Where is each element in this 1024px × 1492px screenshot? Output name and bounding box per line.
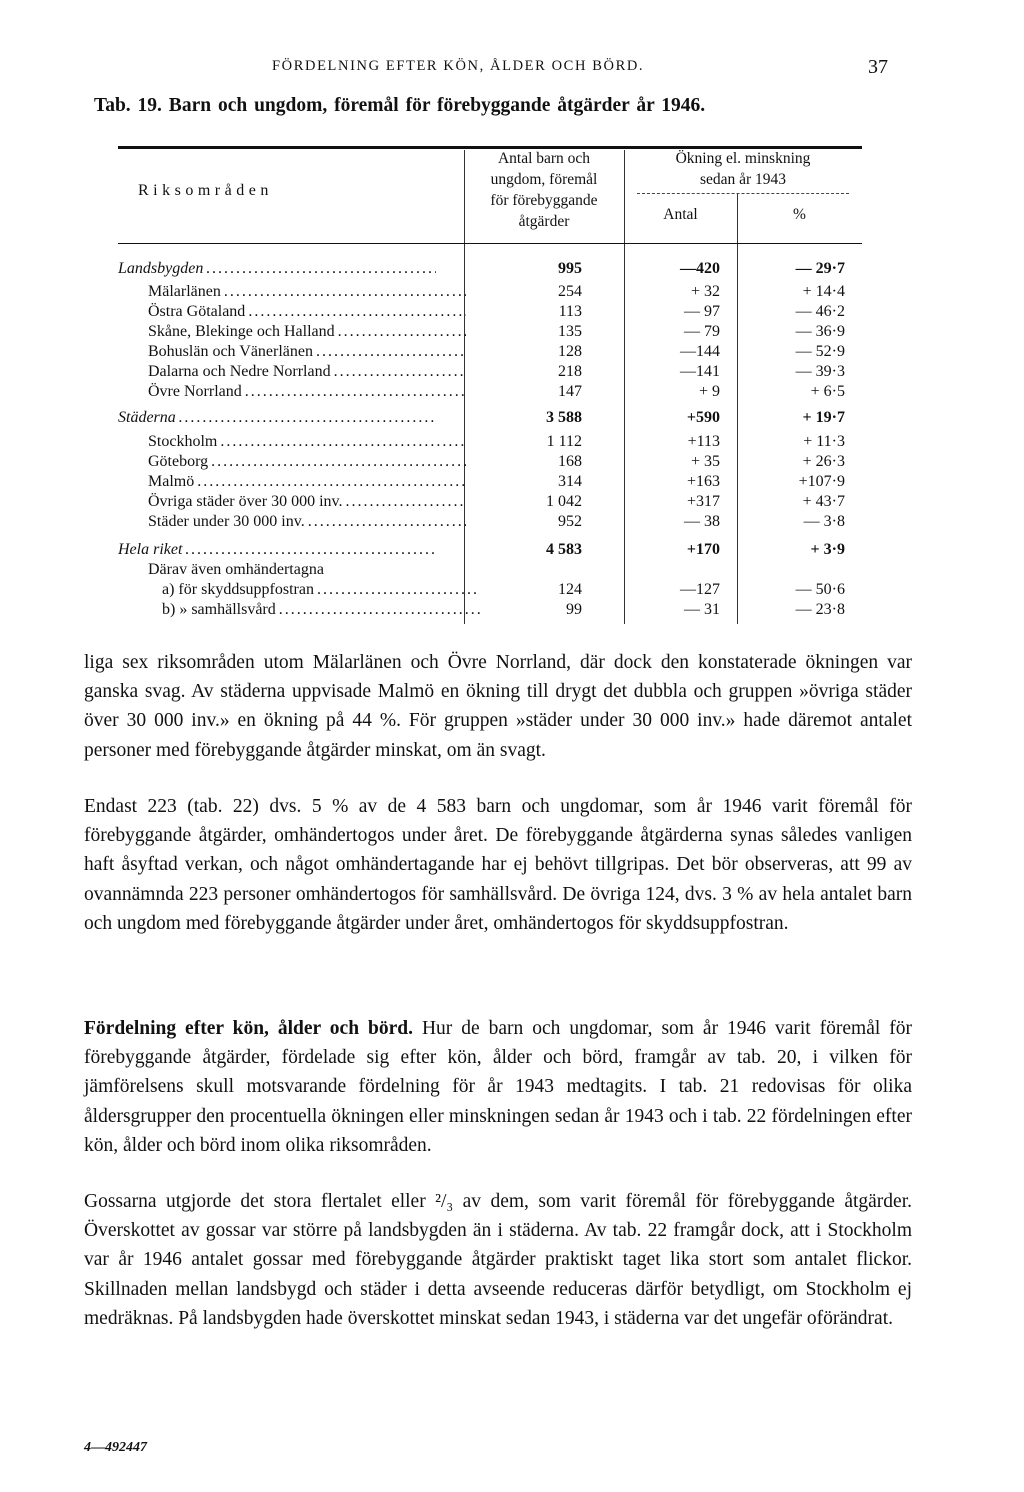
- table-title: Tab. 19. Barn och ungdom, föremål för förebyggande åtgärder år 1946.: [94, 95, 706, 116]
- header-change: Ökning el. minskning sedan år 1943: [675, 150, 811, 188]
- table-row: [118, 452, 862, 472]
- change-cell: — 38: [684, 513, 720, 530]
- paragraph-4: [84, 1187, 912, 1333]
- change-cell: —127: [680, 581, 720, 598]
- percent-cell: — 39·3: [795, 363, 845, 380]
- paragraph-3: [84, 1014, 912, 1160]
- percent-cell: — 46·2: [795, 303, 845, 320]
- percent-cell: + 6·5: [810, 383, 845, 400]
- percent-cell: — 52·9: [795, 343, 845, 360]
- change-cell: +170: [686, 541, 720, 558]
- change-cell: + 32: [690, 283, 720, 300]
- header-rule: [118, 243, 862, 244]
- paragraph-1-text: liga sex riksområden utom Mälarlänen och Övre Norrland, där dock den konstaterade ökningen var ganska svag. Av städerna uppvisade Malmö en ökning till drygt det dubbla och gruppen »övriga städer över 30 000 inv.» en ökning på 44 %. För gruppen »städer under 30 000 inv.» hade däremot antalet personer med förebyggande åtgärder minskat, om än svagt.: [84, 652, 912, 761]
- count-cell: 1 042: [546, 493, 582, 510]
- count-cell: 218: [558, 363, 582, 380]
- row-label: Göteborg . . .: [148, 452, 466, 472]
- change-cell: —141: [680, 363, 720, 380]
- count-cell: 135: [558, 323, 582, 340]
- percent-cell: — 29·7: [795, 260, 845, 277]
- row-label: a) för skyddsuppfostran . . .: [162, 580, 480, 600]
- row-label: Övre Norrland . . .: [148, 382, 466, 402]
- header-percent: %: [793, 206, 806, 223]
- paragraph-3-text: [84, 1014, 912, 1160]
- table-row: [118, 362, 862, 382]
- row-label: Bohuslän och Vänerlänen . . .: [148, 342, 466, 362]
- table-row: [118, 259, 862, 279]
- change-cell: — 31: [684, 601, 720, 618]
- percent-cell: — 50·6: [795, 581, 845, 598]
- count-cell: 4 583: [546, 541, 582, 558]
- section-heading: Fördelning efter kön, ålder och börd.: [84, 1018, 413, 1039]
- change-cell: +317: [686, 493, 720, 510]
- change-cell: + 35: [690, 453, 720, 470]
- header-count: Antal barn och ungdom, föremål för förebyggande åtgärder: [490, 150, 598, 230]
- paragraph-1: [84, 648, 912, 765]
- percent-cell: — 3·8: [803, 513, 845, 530]
- row-label: Östra Götaland . . .: [148, 302, 466, 322]
- change-cell: + 9: [698, 383, 720, 400]
- change-cell: +163: [686, 473, 720, 490]
- table-row: [118, 580, 862, 600]
- table-row: [118, 302, 862, 322]
- row-label: Landsbygden . . .: [118, 259, 436, 279]
- percent-cell: — 36·9: [795, 323, 845, 340]
- count-cell: 314: [558, 473, 582, 490]
- percent-cell: + 19·7: [802, 409, 845, 426]
- change-cell: +590: [686, 409, 720, 426]
- count-cell: 995: [558, 260, 582, 277]
- row-label: Stockholm . . .: [148, 432, 466, 452]
- percent-cell: + 11·3: [803, 433, 845, 450]
- row-label: Städerna . . .: [118, 408, 436, 428]
- row-label: Städer under 30 000 inv. . . .: [148, 512, 466, 532]
- count-cell: 113: [558, 303, 582, 320]
- header-subrule: [637, 193, 849, 194]
- percent-cell: — 23·8: [795, 601, 845, 618]
- count-cell: 1 112: [546, 433, 582, 450]
- table-row: [118, 432, 862, 452]
- table-row: [118, 408, 862, 428]
- table-row: [118, 282, 862, 302]
- percent-cell: + 26·3: [802, 453, 845, 470]
- count-cell: 124: [558, 581, 582, 598]
- count-cell: 952: [558, 513, 582, 530]
- paragraph-2-text: Endast 223 (tab. 22) dvs. 5 % av de 4 583 barn och ungdomar, som år 1946 varit föremål för förebyggande åtgärder, omhändertogos under året. De förebyggande åtgärderna synas således vanligen haft åsyftad verkan, och något omhändertagande har ej behövt tillgripas. Det bör observeras, att 99 av ovannämnda 223 personer omhändertogos för samhällsvård. De övriga 124, dvs. 3 % av hela antalet barn och ungdom med förebyggande åtgärder under året, omhändertogos för skyddsuppfostran.: [84, 796, 912, 934]
- count-cell: 147: [558, 383, 582, 400]
- percent-cell: + 14·4: [802, 283, 845, 300]
- header-antal: Antal: [663, 206, 698, 223]
- change-cell: +113: [687, 433, 720, 450]
- change-cell: — 97: [684, 303, 720, 320]
- table-row: [118, 492, 862, 512]
- table-row: [118, 600, 862, 620]
- percent-cell: + 43·7: [802, 493, 845, 510]
- count-cell: 168: [558, 453, 582, 470]
- paragraph-2: [84, 792, 912, 938]
- paragraph-3-body: Hur de barn och ungdomar, som år 1946 varit föremål för förebyggande åtgärder, fördelade sig efter kön, ålder och börd, framgår av tab. 20, i vilken för jämförelsens skull motsvarande fördelning för år 1943 medtagits. I tab. 21 redovisas för olika åldersgrupper den procentuella ökningen eller minskningen sedan år 1943 och i tab. 22 fördelningen efter kön, ålder och börd inom olika riksområden.: [84, 1018, 912, 1156]
- row-label: Därav även omhändertagna: [148, 561, 324, 578]
- paragraph-4-text: Gossarna utgjorde det stora flertalet eller ²/₃ av dem, som varit föremål för förebyggande åtgärder. Överskottet av gossar var större på landsbygden än i städerna. Av tab. 22 framgår dock, att i Stockholm var år 1946 antalet gossar med förebyggande åtgärder praktiskt taget lika stort som antalet flickor. Skillnaden mellan landsbygd och städer i detta avseende reduceras därför betydligt, om Stockholm ej medräknas. På landsbygden hade överskottet minskat sedan 1943, i städerna var det ungefär oförändrat.: [84, 1191, 912, 1329]
- page-number: 37: [868, 56, 888, 78]
- count-cell: 128: [558, 343, 582, 360]
- row-label: b) » samhällsvård . . .: [162, 600, 480, 620]
- change-cell: — 79: [684, 323, 720, 340]
- change-cell: —420: [680, 260, 720, 277]
- row-label: Övriga städer över 30 000 inv. . . .: [148, 492, 466, 512]
- percent-cell: +107·9: [798, 473, 845, 490]
- table-row: [118, 322, 862, 342]
- header-regions: Riksområden: [138, 182, 273, 199]
- table-row: [118, 540, 862, 560]
- row-label: Hela riket . . .: [118, 540, 436, 560]
- percent-cell: + 3·9: [810, 541, 845, 558]
- count-cell: 254: [558, 283, 582, 300]
- running-head: FÖRDELNING EFTER KÖN, ÅLDER OCH BÖRD.: [272, 58, 645, 74]
- table-row: [118, 560, 862, 580]
- table-row: [118, 472, 862, 492]
- table-row: [118, 382, 862, 402]
- footer-code: 4—492447: [84, 1440, 147, 1455]
- table-row: [118, 342, 862, 362]
- change-cell: —144: [680, 343, 720, 360]
- count-cell: 3 588: [546, 409, 582, 426]
- statistics-table: [118, 142, 862, 624]
- table-row: [118, 512, 862, 532]
- row-label: Malmö . . .: [148, 472, 466, 492]
- count-cell: 99: [566, 601, 582, 618]
- row-label: Skåne, Blekinge och Halland . . .: [148, 322, 466, 342]
- row-label: Mälarlänen . . .: [148, 282, 466, 302]
- row-label: Dalarna och Nedre Norrland . . .: [148, 362, 466, 382]
